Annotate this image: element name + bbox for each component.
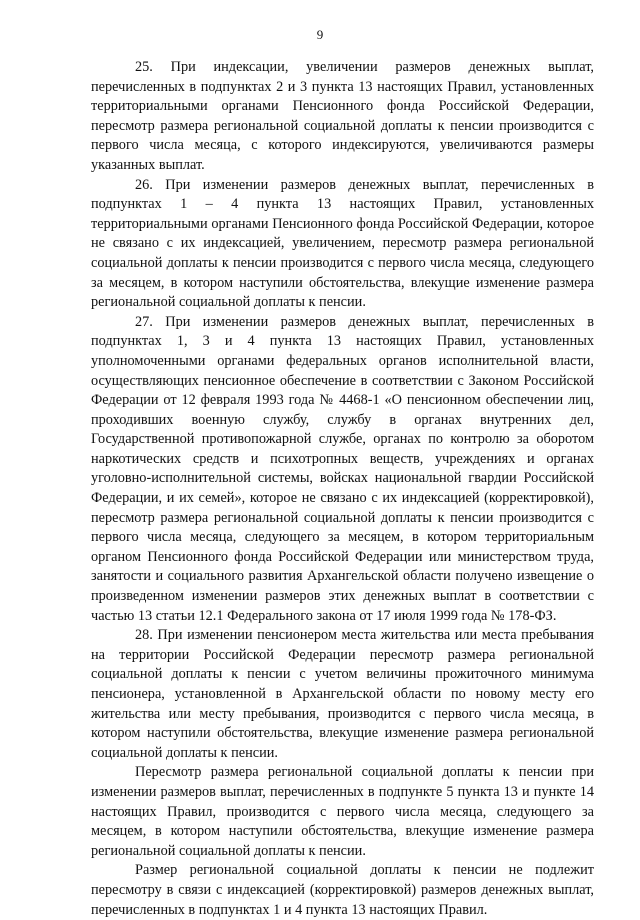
paragraph-28: 28. При изменении пенсионером места жительства или места пребывания на территории Российской Федерации пересмотр размера региональной социальной доплаты к пенсии с учетом величины прожиточного минимума пенсионера, установленной в Архангельской области по новому месту его жительства или месту пребывания, производится с первого числа месяца, в котором наступили обстоятельства, влекущие изменение размера региональной социальной доплаты к пенсии. [91, 627, 594, 761]
paragraph-28-recalculation: Пересмотр размера региональной социальной доплаты к пенсии при изменении размеров выплат, перечисленных в подпункте 5 пункта 13 и пункте 14 настоящих Правил, производится с первого числа месяца, следующего за месяцем, в котором наступили обстоятельства, влекущие изменение размера региональной социальной доплаты к пенсии. [91, 764, 594, 859]
paragraph-26: 26. При изменении размеров денежных выплат, перечисленных в подпунктах 1 – 4 пункта 13 настоящих Правил, установленных территориальными органами Пенсионного фонда Российской Федерации, которое не связано с их индексацией, увеличением, пересмотр размера региональной социальной доплаты к пенсии производится с первого числа месяца, следующего за месяцем, в котором наступили обстоятельства, влекущие изменение размера региональной социальной доплаты к пенсии. [91, 176, 594, 311]
document-body [91, 58, 594, 920]
paragraph-28-no-recalculation: Размер региональной социальной доплаты к пенсии не подлежит пересмотру в связи с индексацией (корректировкой) размеров денежных выплат, перечисленных в подпунктах 1 и 4 пункта 13 настоящих Правил. [91, 862, 594, 918]
paragraph-25: 25. При индексации, увеличении размеров денежных выплат, перечисленных в подпунктах 2 и 3 пункта 13 настоящих Правил, установленных территориальными органами Пенсионного фонда Российской Федерации, пересмотр размера региональной социальной доплаты к пенсии производится с первого числа месяца, с которого индексируются, увеличиваются размеры указанных выплат. [91, 59, 594, 173]
paragraph-27: 27. При изменении размеров денежных выплат, перечисленных в подпунктах 1, 3 и 4 пункта 13 настоящих Правил, установленных уполномоченными органами федеральных органов исполнительной власти, осуществляющих пенсионное обеспечение в соответствии с Законом Российской Федерации от 12 февраля 1993 года № 4468-1 «О пенсионном обеспечении лиц, проходивших военную службу, службу в органах внутренних дел, Государственной противопожарной службе, органах по контролю за оборотом наркотических средств и психотропных веществ, учреждениях и органах уголовно-исполнительной системы, войсках национальной гвардии Российской Федерации, и их семей», которое не связано с их индексацией (корректировкой), пересмотр размера региональной социальной доплаты к пенсии производится с первого числа месяца, следующего за месяцем, в котором территориальным органом Пенсионного фонда Российской Федерации или министерством труда, занятости и социального развития Архангельской области получено извещение о произведенном изменении размеров этих денежных выплат в соответствии с частью 13 статьи 12.1 Федерального закона от 17 июля 1999 года № 178-ФЗ. [91, 313, 594, 624]
page-number: 9 [316, 27, 324, 42]
